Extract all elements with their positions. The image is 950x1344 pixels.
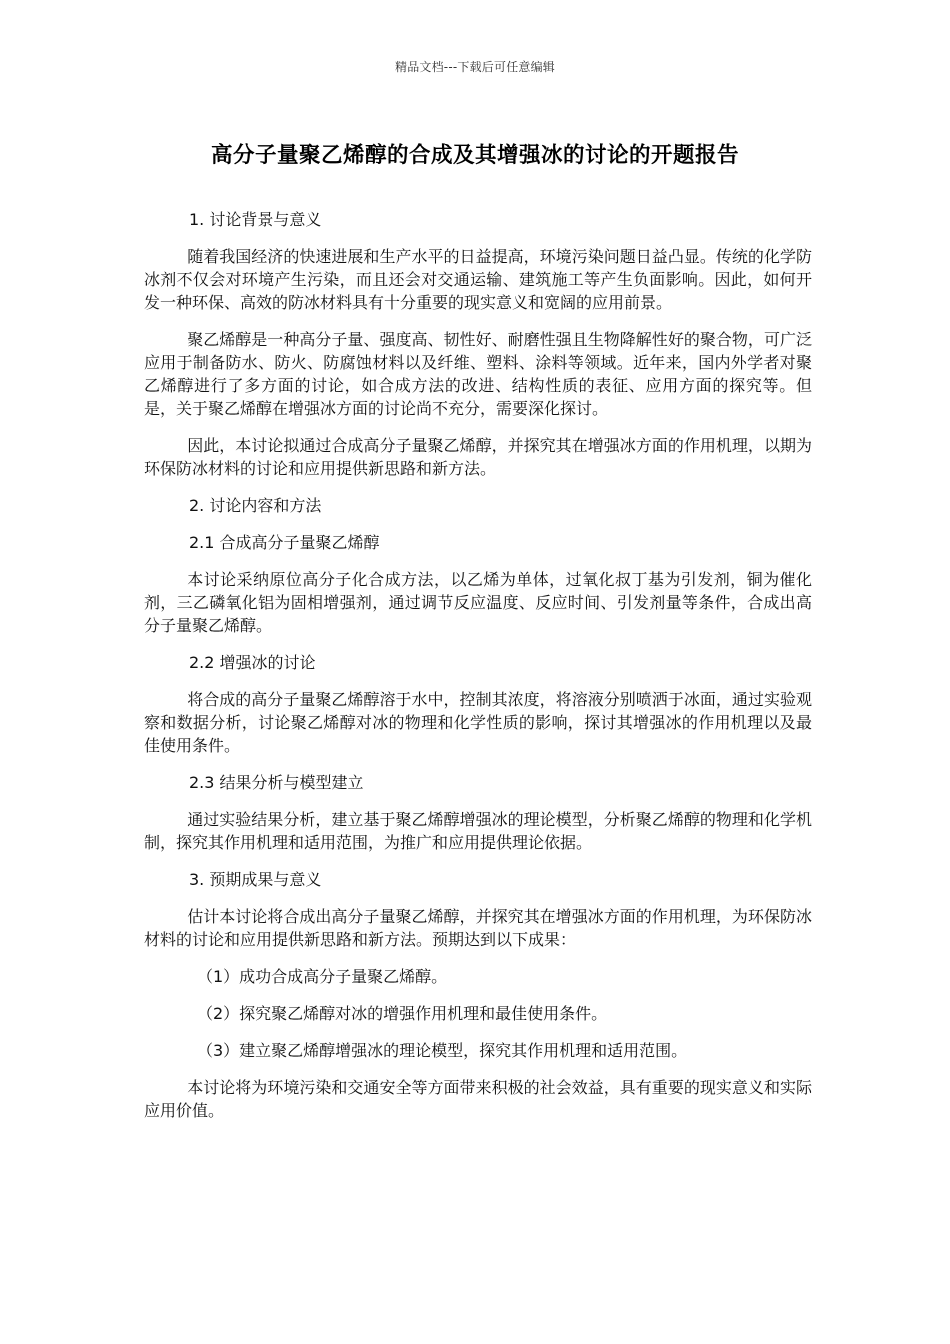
- page-header-watermark: 精品文档---下载后可任意编辑: [395, 60, 555, 74]
- section-heading-3: 3. 预期成果与意义: [189, 870, 322, 889]
- paragraph: 聚乙烯醇是一种高分子量、强度高、韧性好、耐磨性强且生物降解性好的聚合物，可广泛应用于制备防水、防火、防腐蚀材料以及纤维、塑料、涂料等领域。近年来，国内外学者对聚乙烯醇进行了多方面的讨论，如合成方法的改进、结构性质的表征、应用方面的探究等。但是，关于聚乙烯醇在增强冰方面的讨论尚不充分，需要深化探讨。: [144, 330, 812, 418]
- paragraph: 本讨论采纳原位高分子化合成方法，以乙烯为单体，过氧化叔丁基为引发剂，铜为催化剂，三乙磷氧化铝为固相增强剂，通过调节反应温度、反应时间、引发剂量等条件，合成出高分子量聚乙烯醇。: [144, 570, 812, 635]
- paragraph: 通过实验结果分析，建立基于聚乙烯醇增强冰的理论模型，分析聚乙烯醇的物理和化学机制，探究其作用机理和适用范围，为推广和应用提供理论依据。: [144, 810, 812, 852]
- list-item: （2）探究聚乙烯醇对冰的增强作用机理和最佳使用条件。: [197, 1004, 608, 1023]
- list-item: （3）建立聚乙烯醇增强冰的理论模型，探究其作用机理和适用范围。: [197, 1041, 688, 1060]
- paragraph: 估计本讨论将合成出高分子量聚乙烯醇，并探究其在增强冰方面的作用机理，为环保防冰材料的讨论和应用提供新思路和新方法。预期达到以下成果：: [144, 907, 812, 949]
- subsection-heading-2-3: 2.3 结果分析与模型建立: [189, 773, 364, 792]
- paragraph: 因此，本讨论拟通过合成高分子量聚乙烯醇，并探究其在增强冰方面的作用机理，以期为环保防冰材料的讨论和应用提供新思路和新方法。: [144, 436, 812, 478]
- subsection-heading-2-2: 2.2 增强冰的讨论: [189, 653, 316, 672]
- section-heading-2: 2. 讨论内容和方法: [189, 496, 322, 515]
- paragraph: 将合成的高分子量聚乙烯醇溶于水中，控制其浓度，将溶液分别喷洒于冰面，通过实验观察和数据分析，讨论聚乙烯醇对冰的物理和化学性质的影响，探讨其增强冰的作用机理以及最佳使用条件。: [144, 690, 812, 755]
- list-item: （1）成功合成高分子量聚乙烯醇。: [197, 967, 448, 986]
- document-title: 高分子量聚乙烯醇的合成及其增强冰的讨论的开题报告: [210, 143, 739, 168]
- subsection-heading-2-1: 2.1 合成高分子量聚乙烯醇: [189, 533, 380, 552]
- paragraph: 本讨论将为环境污染和交通安全等方面带来积极的社会效益，具有重要的现实意义和实际应用价值。: [144, 1078, 812, 1120]
- section-heading-1: 1. 讨论背景与意义: [189, 210, 322, 229]
- document-body: [144, 208, 812, 1136]
- paragraph: 随着我国经济的快速进展和生产水平的日益提高，环境污染问题日益凸显。传统的化学防冰剂不仅会对环境产生污染，而且还会对交通运输、建筑施工等产生负面影响。因此，如何开发一种环保、高效的防冰材料具有十分重要的现实意义和宽阔的应用前景。: [144, 247, 812, 312]
